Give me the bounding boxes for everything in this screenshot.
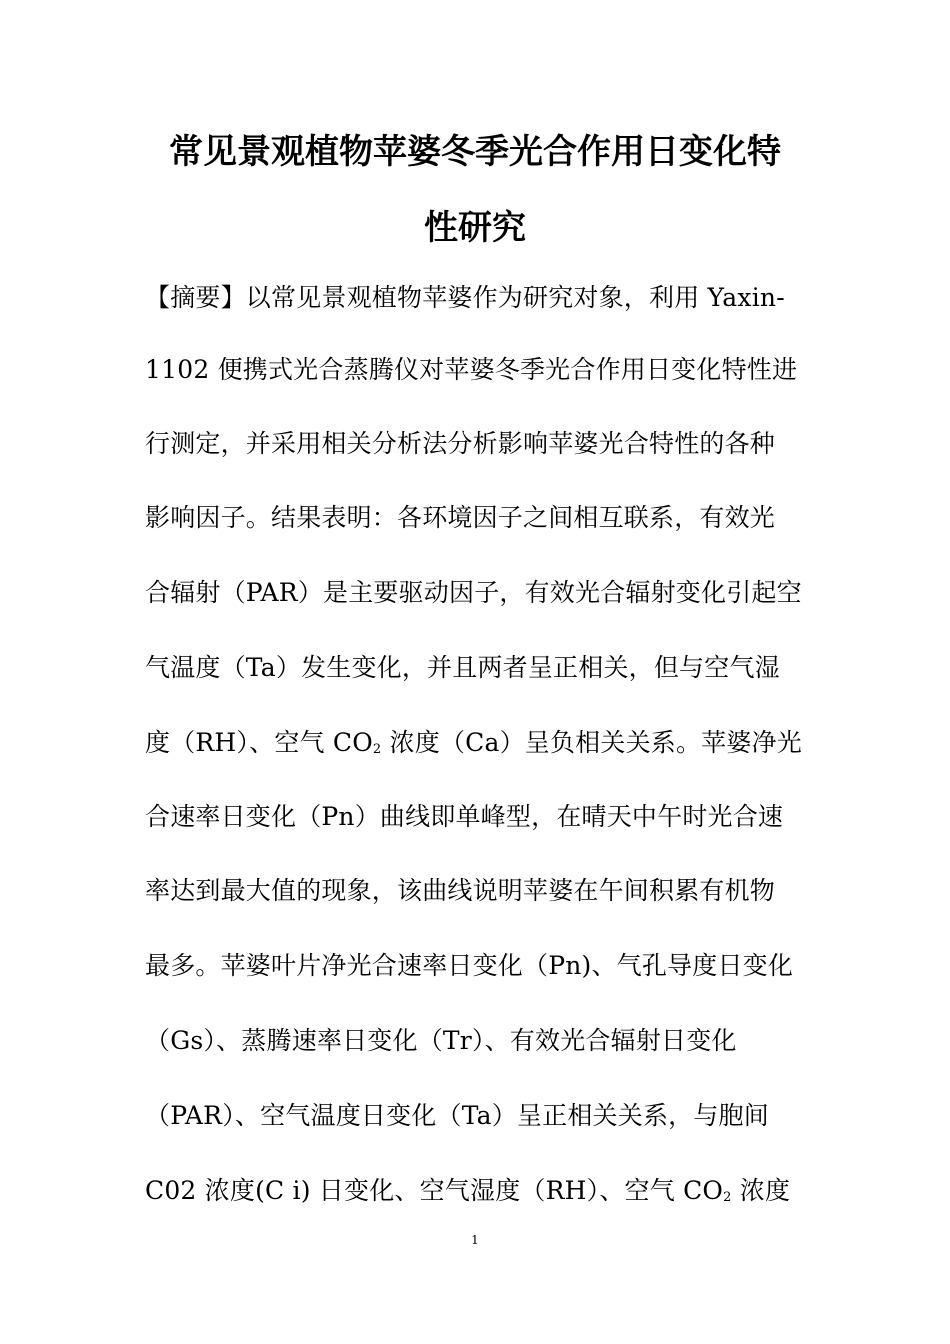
abstract-line-1: 【摘要】以常见景观植物苹婆作为研究对象，利用 Yaxin- xyxy=(145,283,785,312)
document-title-line-2: 性研究 xyxy=(424,208,526,248)
abstract-line-10: 最多。苹婆叶片净光合速率日变化（Pn)、气孔导度日变化 xyxy=(145,951,794,980)
abstract-line-6: 气温度（Ta）发生变化，并且两者呈正相关，但与空气湿 xyxy=(145,653,780,682)
abstract-line-9: 率达到最大值的现象，该曲线说明苹婆在午间积累有机物 xyxy=(145,876,776,905)
text-segment: C02 浓度(C i) 日变化、空气湿度（RH）、空气 CO xyxy=(145,1176,724,1205)
abstract-line-11: （Gs）、蒸腾速率日变化（Tr）、有效光合辐射日变化 xyxy=(145,1026,737,1055)
abstract-line-12: （PAR）、空气温度日变化（Ta）呈正相关关系，与胞间 xyxy=(145,1101,769,1130)
page-number: 1 xyxy=(471,1233,479,1247)
abstract-line-5: 合辐射（PAR）是主要驱动因子，有效光合辐射变化引起空 xyxy=(145,578,802,607)
subscript: 2 xyxy=(372,742,382,757)
subscript: 2 xyxy=(723,1190,732,1205)
document-title-line-1: 常见景观植物苹婆冬季光合作用日变化特 xyxy=(169,132,781,172)
text-segment: 浓度（Ca）呈负相关关系。苹婆净光 xyxy=(381,728,802,757)
text-segment: 度（RH）、空气 CO xyxy=(145,728,373,757)
abstract-line-13 xyxy=(145,1175,790,1207)
abstract-line-3: 行测定，并采用相关分析法分析影响苹婆光合特性的各种 xyxy=(145,429,776,458)
text-segment: 浓度 xyxy=(731,1176,791,1205)
abstract-line-2: 1102 便携式光合蒸腾仪对苹婆冬季光合作用日变化特性进 xyxy=(145,355,798,384)
abstract-line-8: 合速率日变化（Pn）曲线即单峰型，在晴天中午时光合速 xyxy=(145,802,784,831)
abstract-line-4: 影响因子。结果表明：各环境因子之间相互联系，有效光 xyxy=(145,503,776,532)
abstract-line-7 xyxy=(145,727,802,759)
